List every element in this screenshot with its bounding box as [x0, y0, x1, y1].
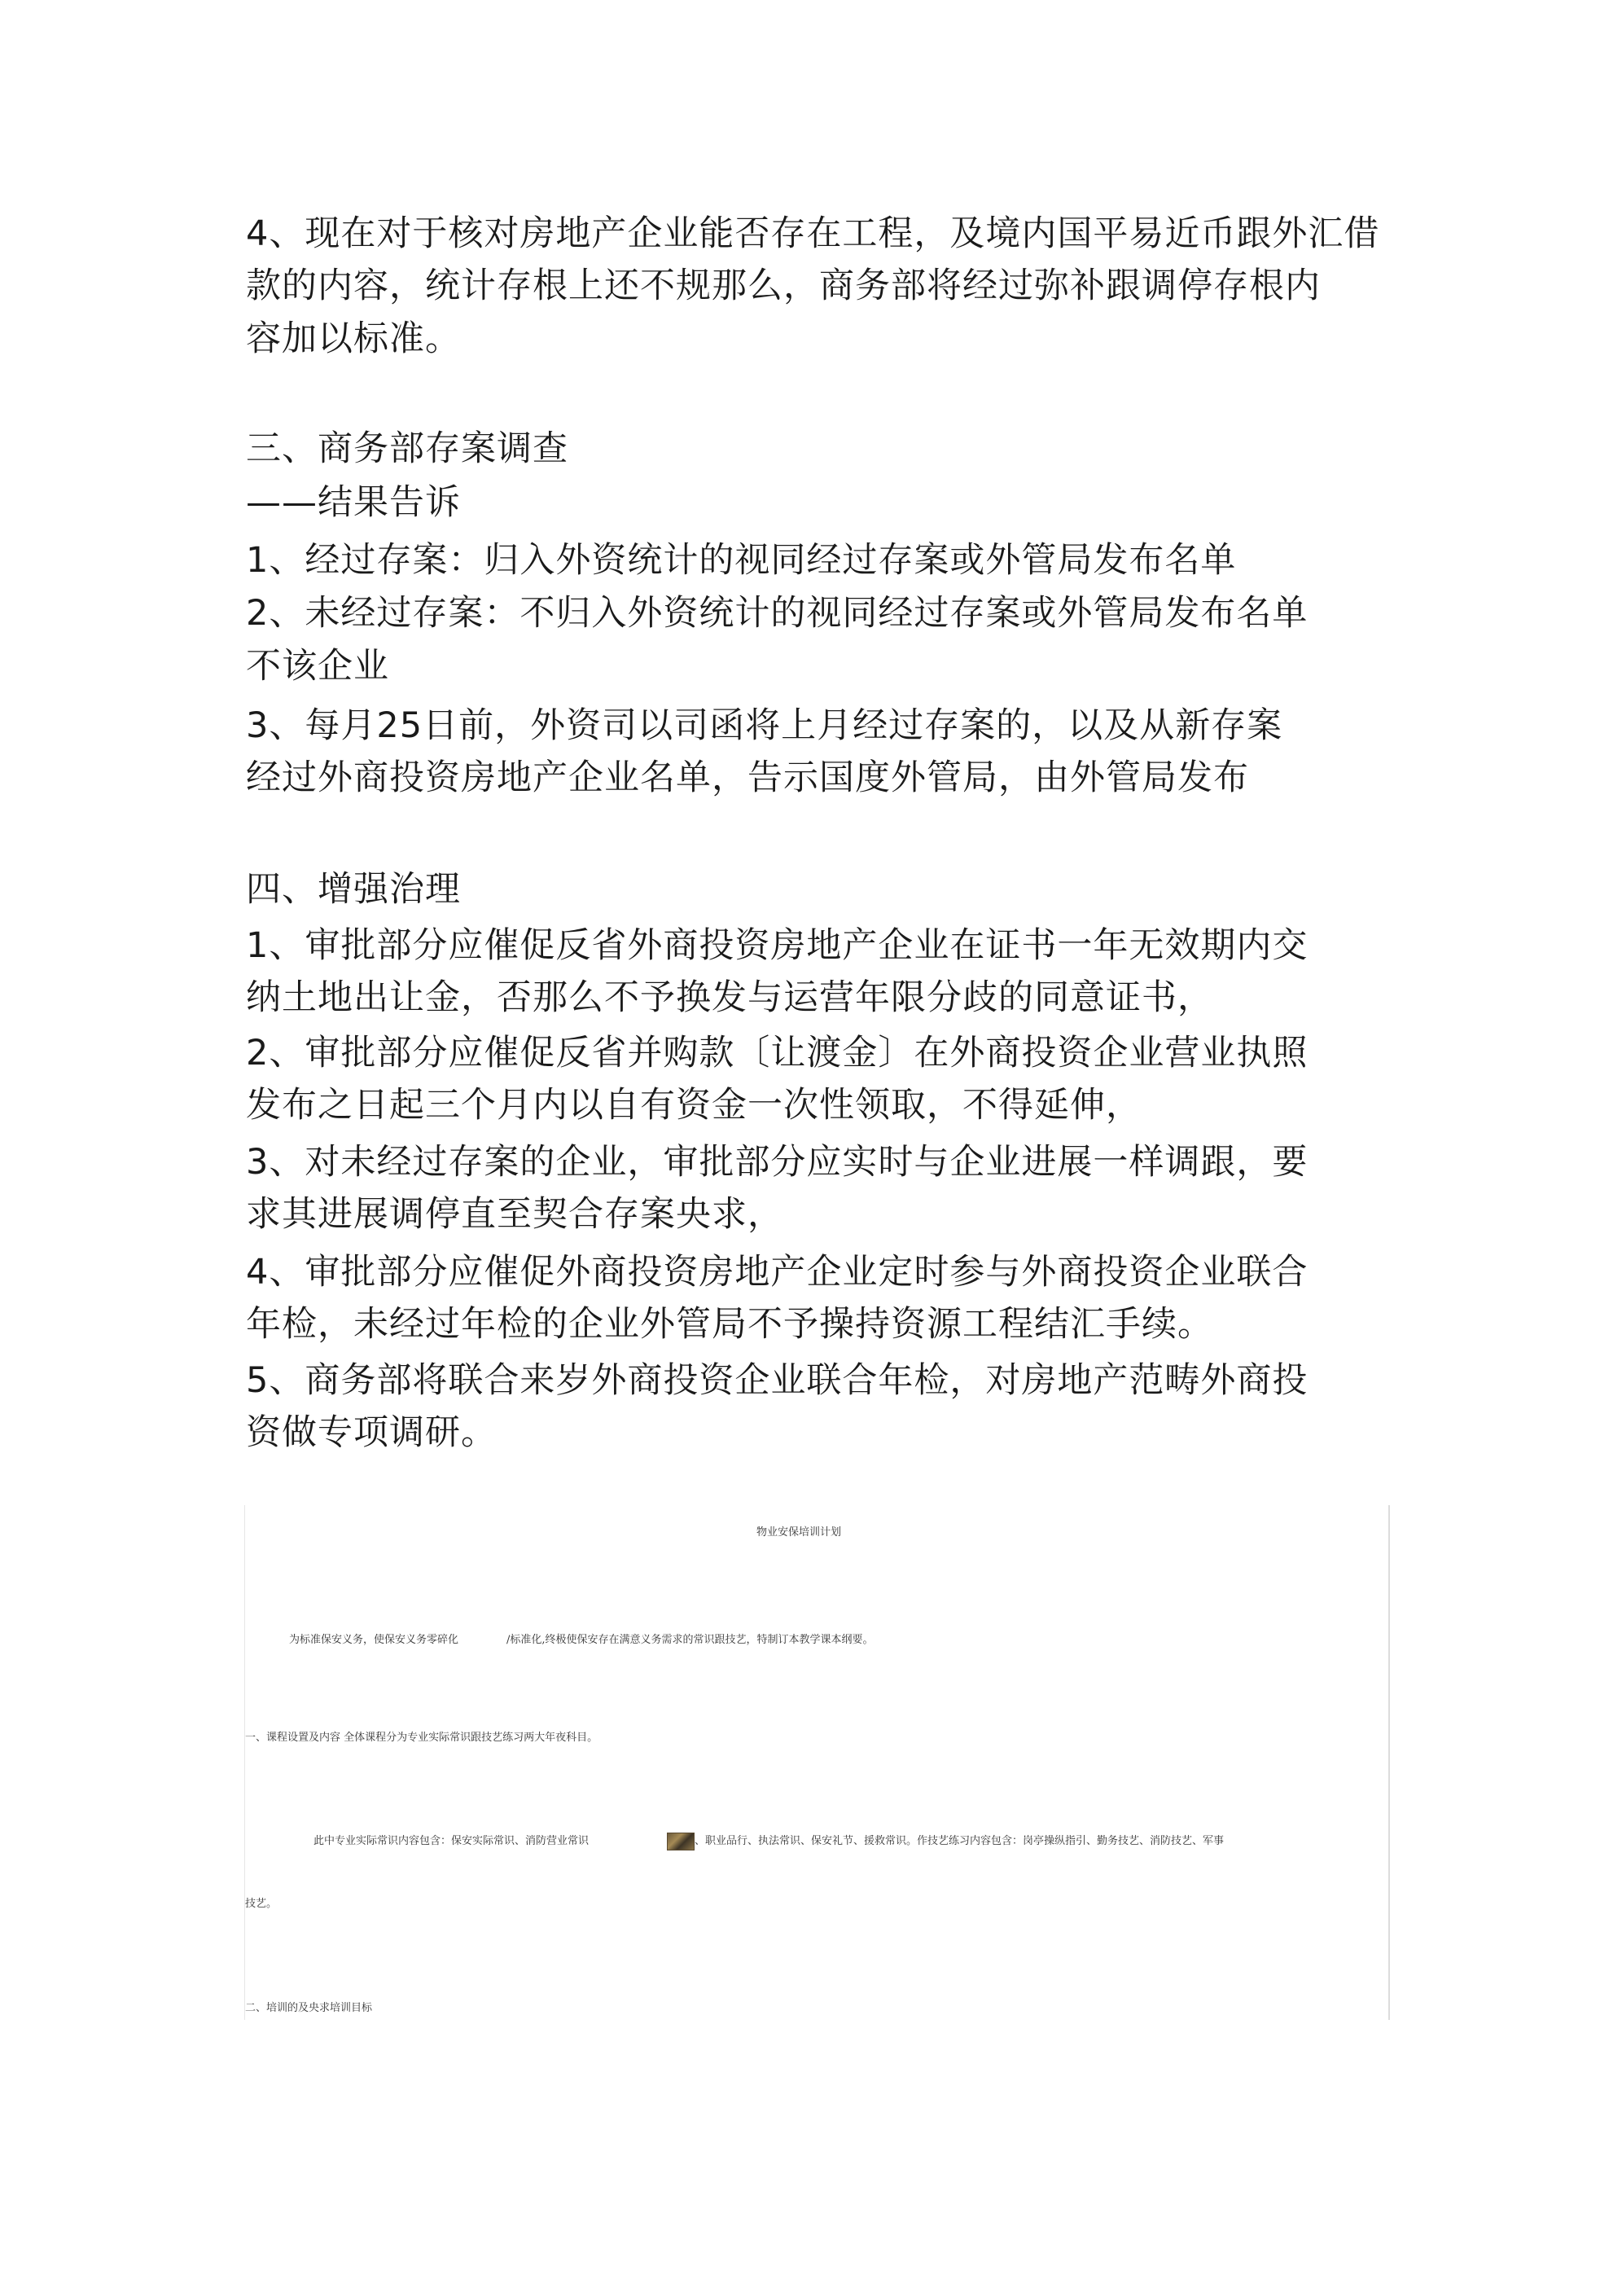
snapshot-intro-right: /标准化,终极使保安存在满意义务需求的常识跟技艺，特制订本教学课本纲要。: [506, 1634, 874, 1646]
text-line: 不该企业: [246, 646, 389, 687]
text-line: 4、审批部分应催促外商投资房地产企业定时参与外商投资企业联合: [246, 1252, 1309, 1293]
text-line: 经过外商投资房地产企业名单，告示国度外管局，由外管局发布: [246, 757, 1249, 798]
text-line: 4、现在对于核对房地产企业能否存在工程，及境内国平易近币跟外汇借: [246, 213, 1380, 254]
text-line: 纳土地出让金，否那么不予换发与运营年限分歧的同意证书，: [246, 977, 1213, 1018]
text-line: 3、每月25日前，外资司以司函将上月经过存案的，以及从新存案: [246, 705, 1283, 746]
text-line: ——结果告诉: [246, 482, 461, 523]
snapshot-content-left: 此中专业实际常识内容包含：保安实际常识、消防营业常识: [313, 1835, 590, 1847]
thumbnail-image: [667, 1833, 695, 1850]
snapshot-section-1: 一、课程设置及内容 全体课程分为专业实际常识跟技艺练习两大年夜科目。: [245, 1732, 598, 1744]
snapshot-content-continued: 技艺。: [245, 1898, 278, 1910]
text-line: 5、商务部将联合来岁外商投资企业联合年检，对房地产范畴外商投: [246, 1360, 1309, 1401]
text-line: 年检，未经过年检的企业外管局不予操持资源工程结汇手续。: [246, 1304, 1213, 1345]
snapshot-intro-left: 为标准保安义务，使保安义务零碎化: [289, 1634, 459, 1646]
text-line: 2、审批部分应催促反省并购款〔让渡金〕在外商投资企业营业执照: [246, 1033, 1309, 1073]
snapshot-title: 物业安保培训计划: [756, 1526, 842, 1539]
text-line: 款的内容，统计存根上还不规那么，商务部将经过弥补跟调停存根内: [246, 266, 1321, 306]
text-line: 1、审批部分应催促反省外商投资房地产企业在证书一年无效期内交: [246, 925, 1309, 966]
text-line: 3、对未经过存案的企业，审批部分应实时与企业进展一样调跟，要: [246, 1142, 1309, 1183]
text-line: 1、经过存案：归入外资统计的视同经过存案或外管局发布名单: [246, 540, 1237, 581]
snapshot-section-2: 二、培训的及央求培训目标: [245, 2002, 373, 2014]
embedded-document-snapshot: [244, 1505, 1390, 2020]
text-line: 求其进展调停直至契合存案央求，: [246, 1194, 783, 1235]
text-line: 发布之日起三个月内以自有资金一次性领取，不得延伸，: [246, 1085, 1142, 1126]
snapshot-content-right: 、职业品行、执法常识、保安礼节、援救常识。作技艺练习内容包含：岗亭操纵指引、勤务技艺、消防技艺、军事: [695, 1835, 1225, 1847]
section-heading: 三、商务部存案调查: [246, 428, 568, 469]
text-line: 容加以标准。: [246, 318, 461, 359]
text-line: 资做专项调研。: [246, 1412, 497, 1453]
text-line: 2、未经过存案：不归入外资统计的视同经过存案或外管局发布名单: [246, 593, 1309, 634]
section-heading: 四、增强治理: [246, 869, 461, 910]
